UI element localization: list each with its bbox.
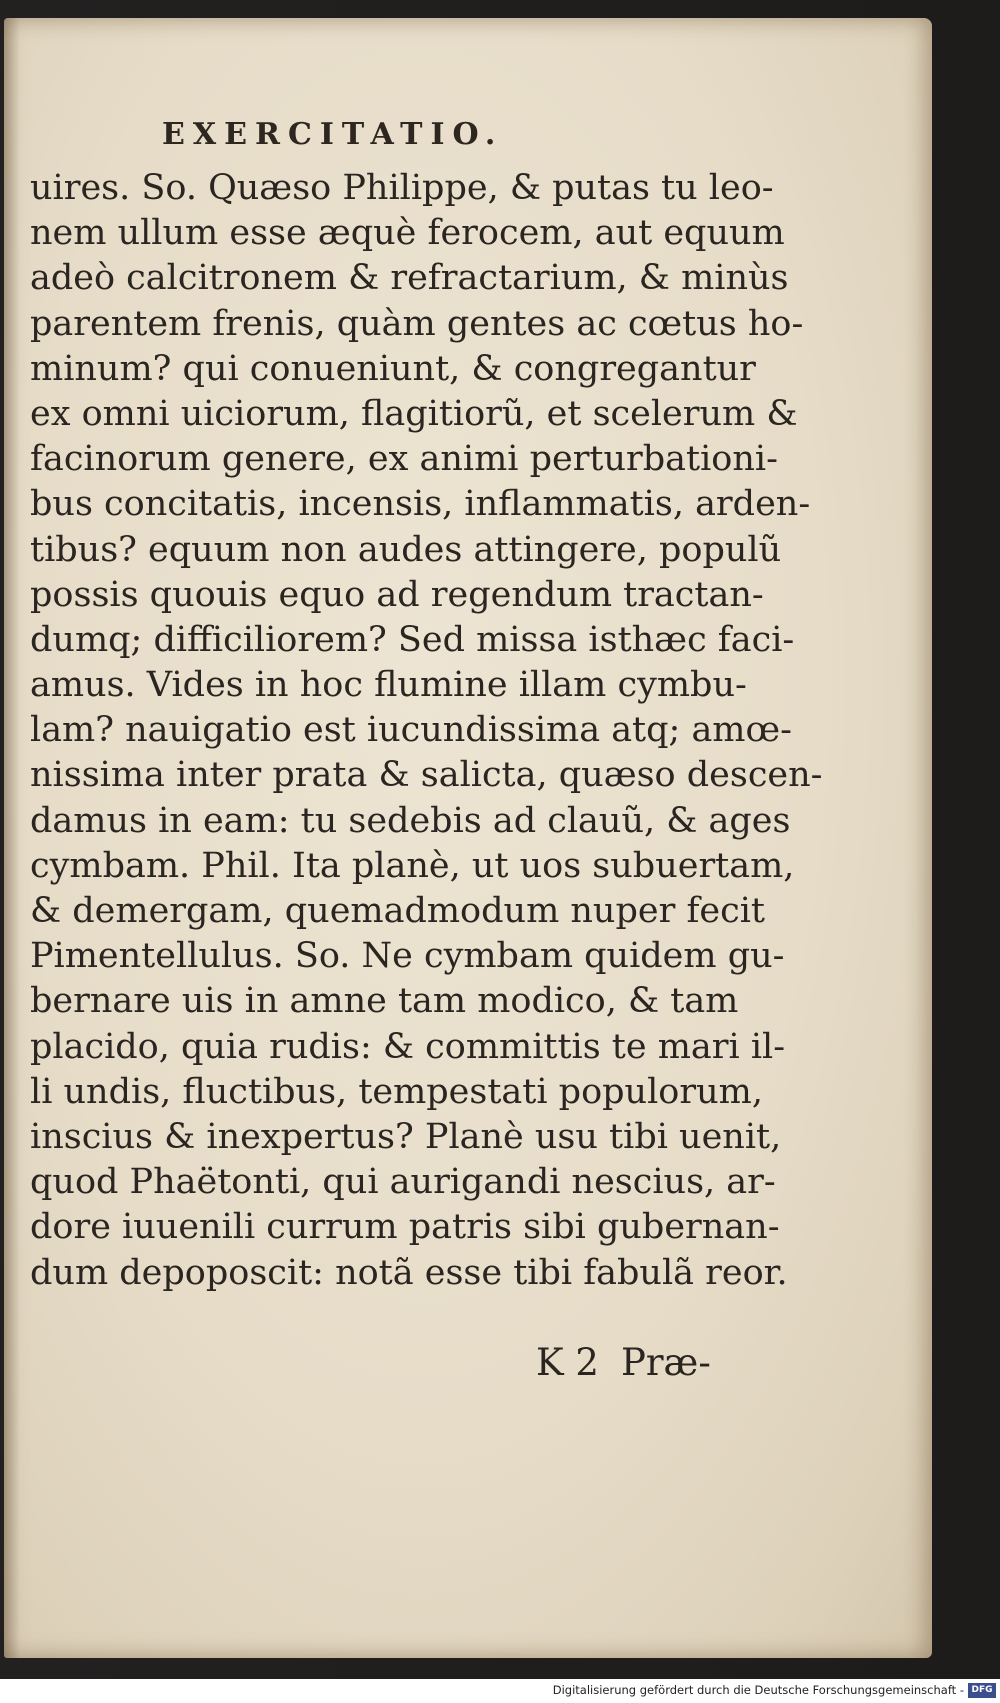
text-line: uires. So. Quæso Philippe, & putas tu leo- <box>30 168 774 208</box>
text-line: dumq; difficiliorem? Sed missa isthæc faci- <box>30 619 795 660</box>
text-line: placido, quia rudis: & committis te mari il- <box>30 1026 786 1067</box>
book-page <box>4 18 932 1658</box>
text-line: Pimentellulus. So. Ne cymbam quidem gu- <box>30 936 785 977</box>
text-line: dore iuuenili currum patris sibi gubernan- <box>30 1207 780 1248</box>
text-line: nem ullum esse æquè ferocem, aut equum <box>30 213 785 254</box>
signature-mark: K 2 <box>536 1341 599 1384</box>
text-line: nissima inter prata & salicta, quæso descen- <box>30 755 823 796</box>
funding-credit: Digitalisierung gefördert durch die Deutsche Forschungsgemeinschaft - <box>552 1683 964 1697</box>
page-footer-marks <box>536 1341 711 1384</box>
text-line: quod Phaëtonti, qui aurigandi nescius, ar- <box>30 1162 776 1203</box>
text-line: amus. Vides in hoc flumine illam cymbu- <box>30 665 747 706</box>
text-line: ex omni uiciorum, flagitiorũ, et scelerum & <box>30 393 798 434</box>
text-line: damus in eam: tu sedebis ad clauũ, & ages <box>30 800 791 841</box>
text-line: lam? nauigatio est iucundissima atq; amœ- <box>30 710 792 751</box>
text-line: bus concitatis, incensis, inflammatis, arden- <box>30 484 811 525</box>
digitization-footer <box>0 1679 1000 1703</box>
text-line: facinorum genere, ex animi perturbationi- <box>30 439 778 480</box>
body-text <box>30 166 823 1296</box>
text-line: adeò calcitronem & refractarium, & minùs <box>30 258 789 299</box>
text-line: li undis, fluctibus, tempestati populorum, <box>30 1071 763 1112</box>
text-line: minum? qui conueniunt, & congregantur <box>30 348 756 389</box>
text-line: cymbam. Phil. Ita planè, ut uos subuertam, <box>30 845 795 886</box>
text-line: bernare uis in amne tam modico, & tam <box>30 981 739 1022</box>
text-line: & demergam, quemadmodum nuper fecit <box>30 891 765 931</box>
page-gutter-shadow <box>4 18 20 1658</box>
running-head: EXERCITATIO. <box>162 117 504 152</box>
text-line: parentem frenis, quàm gentes ac cœtus ho- <box>30 303 804 344</box>
dfg-logo: DFG <box>968 1683 996 1698</box>
text-line: tibus? equum non audes attingere, populũ <box>30 529 782 570</box>
text-line: possis quouis equo ad regendum tractan- <box>30 574 764 615</box>
text-line: inscius & inexpertus? Planè usu tibi uenit, <box>30 1116 782 1157</box>
catchword: Præ- <box>620 1341 711 1384</box>
text-line: dum depoposcit: notã esse tibi fabulã reor. <box>30 1252 788 1293</box>
